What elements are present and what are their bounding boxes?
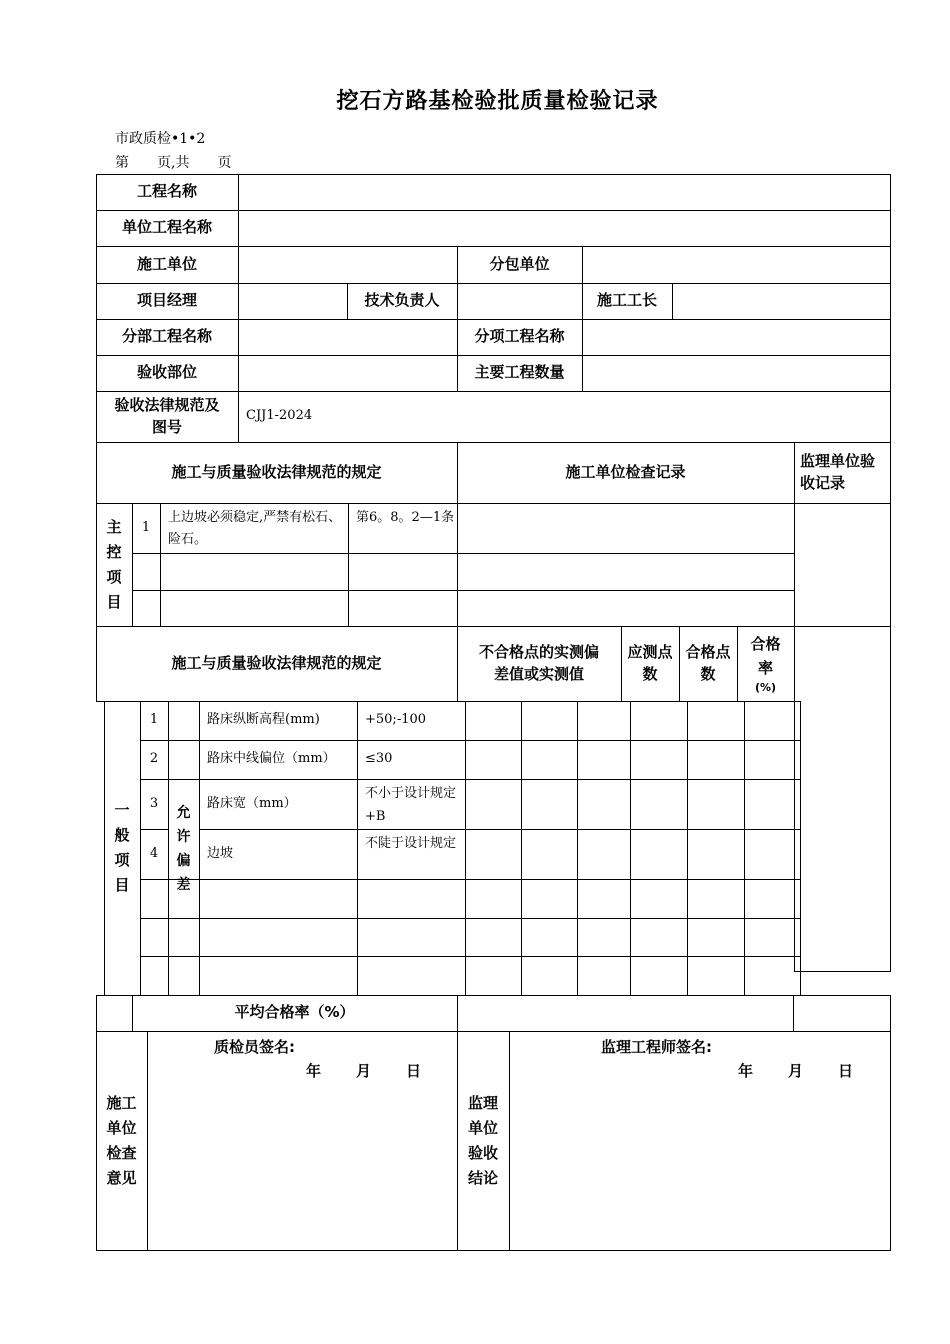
page-info: 第 页,共 页 [115,155,232,171]
label-project-manager: 项目经理 [136,291,197,310]
rate-label: 合格率 [750,634,781,677]
construction-opinion-label: 施工 单位 检查 意见 [106,1093,137,1187]
label-construction-unit: 施工单位 [136,254,197,273]
general-row-no: 3 [149,795,159,811]
inspector-date-day: 日 [406,1062,422,1080]
engineer-date-year: 年 [738,1062,754,1080]
general-spec-header: 施工与质量验收法律规范的规定 [171,653,382,672]
general-rate-header [737,626,794,701]
engineer-date-day: 日 [838,1062,854,1080]
general-row-no: 1 [149,712,159,728]
main-check-header: 施工单位检查记录 [565,462,686,481]
general-row-item: 路床宽（mm） [207,795,297,811]
main-row-no: 1 [141,519,151,535]
inspector-sign-label: 质检员签名: [214,1038,295,1056]
tolerance-label: 允 许 偏 差 [176,805,191,893]
engineer-sign-label: 监理工程师签名: [601,1038,712,1056]
inspector-date-year: 年 [306,1062,322,1080]
general-row-tolerance: 不小于设计规定+B [365,786,457,824]
general-section-label: 一 般 项 目 [114,801,130,894]
label-standard-drawing: 验收法律规范及图号 [114,395,220,436]
label-division-name: 分部工程名称 [121,327,212,346]
general-row-item: 路床纵断高程(mm) [207,712,320,728]
page-title: 挖石方路基检验批质量检验记录 [336,89,659,114]
general-row-tolerance: ≤30 [365,751,393,767]
main-row-clause: 第6。8。2—1条 [356,510,455,525]
label-subitem-name: 分项工程名称 [474,327,565,346]
label-subcontract-unit: 分包单位 [489,254,550,273]
general-row-tolerance: 不陡于设计规定 [365,836,457,851]
general-row-no: 4 [149,845,159,861]
rate-unit: (%) [754,680,777,694]
average-rate-label: 平均合格率（%） [234,1003,355,1022]
label-project-name: 工程名称 [136,182,197,201]
main-section-label: 主 控 项 目 [106,517,122,611]
general-row-no: 2 [149,751,159,767]
label-unit-project-name: 单位工程名称 [121,218,212,237]
standard-code: CJJ1-2024 [246,408,313,424]
general-pass-header: 合格点数 [685,642,731,683]
main-spec-header: 施工与质量验收法律规范的规定 [171,462,382,481]
label-foreman: 施工工长 [596,291,657,310]
label-technical-lead: 技术负责人 [364,291,440,310]
supervision-header: 监理单位验收记录 [800,451,876,492]
general-row-item: 边坡 [207,845,234,861]
general-points-header: 应测点数 [627,642,673,683]
label-acceptance-part: 验收部位 [136,363,197,382]
general-row-tolerance: +50;-100 [365,712,427,728]
inspector-date-month: 月 [356,1062,372,1080]
main-row-content: 上边坡必须稳定,严禁有松石、险石。 [168,510,342,547]
supervision-conclusion-label: 监理 单位 验收 结论 [467,1093,498,1187]
label-main-quantity: 主要工程数量 [474,363,565,382]
engineer-date-month: 月 [788,1062,804,1080]
general-deviation-header: 不合格点的实测偏差值或实测值 [478,642,599,683]
form-code: 市政质检•1•2 [115,131,206,147]
general-row-item: 路床中线偏位（mm） [207,751,336,767]
